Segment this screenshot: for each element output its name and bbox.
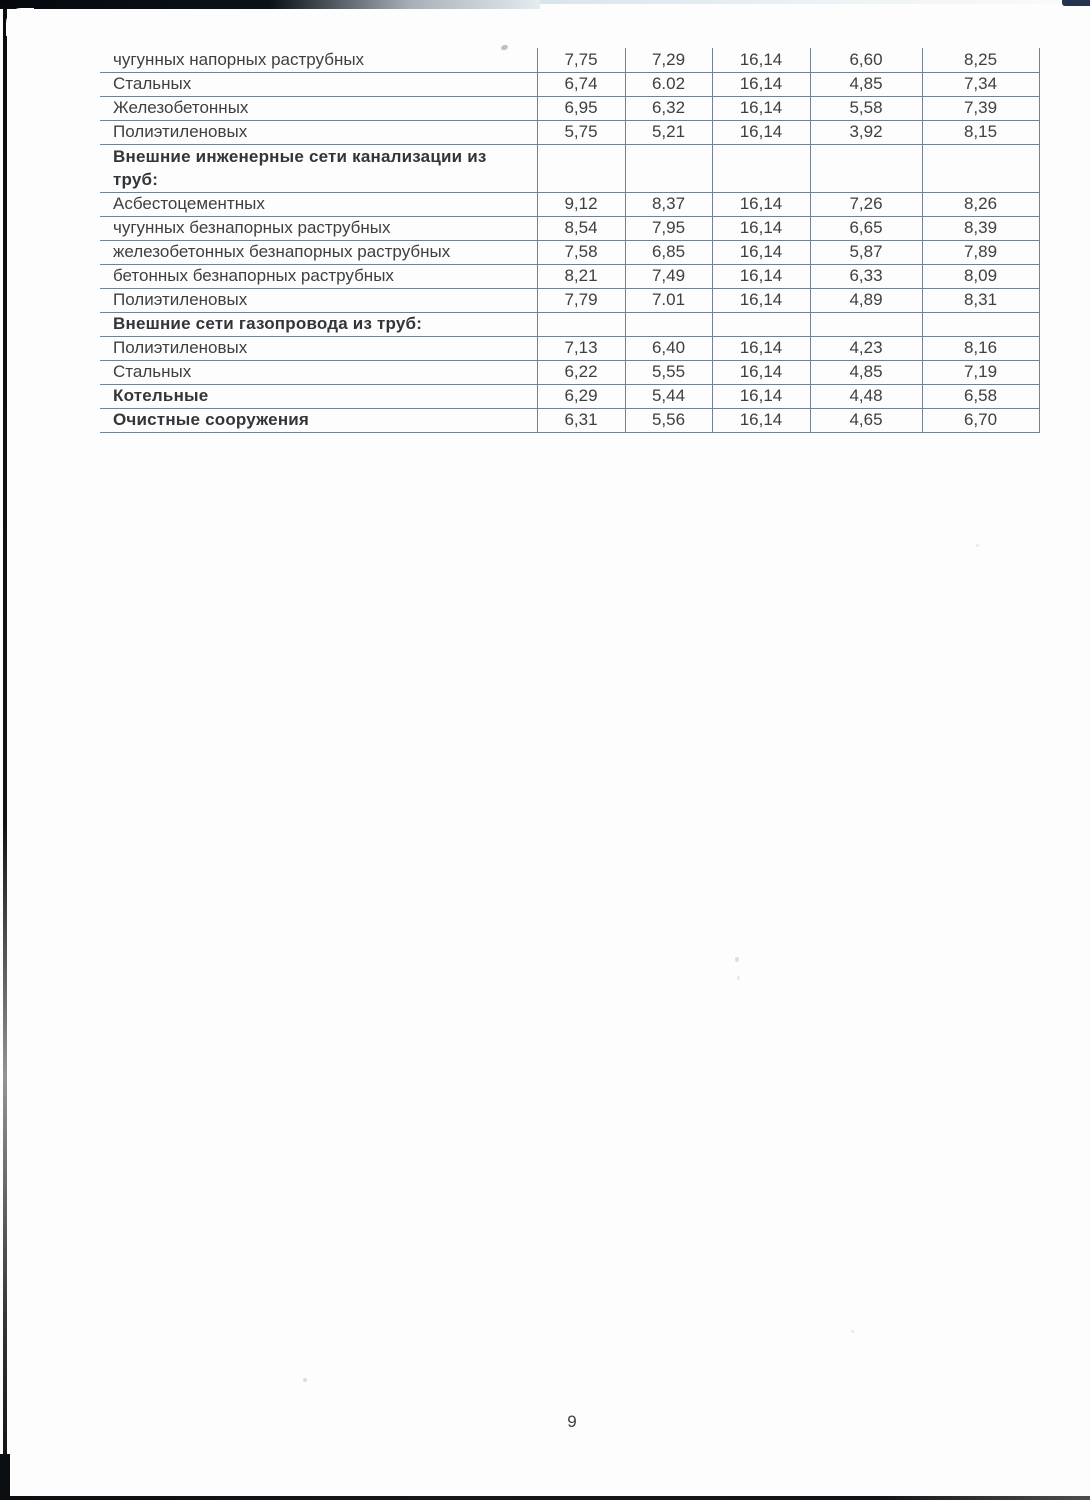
row-value: [537, 312, 625, 336]
row-value: 7,79: [537, 288, 625, 312]
row-value: [922, 312, 1039, 336]
row-value: 8,09: [922, 264, 1039, 288]
row-value: 6,22: [537, 360, 625, 384]
table-row: [100, 360, 1039, 384]
scan-edge-top-faint: [540, 0, 1060, 4]
row-value: 16,14: [712, 192, 810, 216]
row-value: 7,89: [922, 240, 1039, 264]
row-value: 7,26: [810, 192, 922, 216]
row-label: Полиэтиленовых: [100, 120, 537, 144]
row-value: 6,31: [537, 408, 625, 432]
row-value: 7,49: [625, 264, 712, 288]
row-value: 7,19: [922, 360, 1039, 384]
table-row: [100, 48, 1039, 72]
row-value: 6,65: [810, 216, 922, 240]
row-value: 16,14: [712, 384, 810, 408]
row-value: 5,21: [625, 120, 712, 144]
row-label: Внешние инженерные сети канализации из труб:: [100, 144, 537, 192]
scan-edge-top-right: [1062, 0, 1090, 6]
row-value: 6,32: [625, 96, 712, 120]
row-label: Полиэтиленовых: [100, 336, 537, 360]
row-value: 8,21: [537, 264, 625, 288]
row-value: 6,60: [810, 48, 922, 72]
row-label: железобетонных безнапорных раструбных: [100, 240, 537, 264]
row-value: 8,26: [922, 192, 1039, 216]
row-value: 6,29: [537, 384, 625, 408]
row-value: 16,14: [712, 264, 810, 288]
row-value: 7,39: [922, 96, 1039, 120]
row-value: 4,85: [810, 72, 922, 96]
row-value: 7,75: [537, 48, 625, 72]
table-row: [100, 336, 1039, 360]
row-value: 8,39: [922, 216, 1039, 240]
row-label: Железобетонных: [100, 96, 537, 120]
row-value: 7,29: [625, 48, 712, 72]
row-value: 16,14: [712, 96, 810, 120]
table-row: [100, 96, 1039, 120]
table-row: [100, 72, 1039, 96]
row-value: 6,33: [810, 264, 922, 288]
row-value: 7,95: [625, 216, 712, 240]
row-value: [625, 312, 712, 336]
row-value: [712, 312, 810, 336]
row-label: Асбестоцементных: [100, 192, 537, 216]
row-value: 7.01: [625, 288, 712, 312]
row-value: 5,56: [625, 408, 712, 432]
row-value: 16,14: [712, 216, 810, 240]
row-value: 4,85: [810, 360, 922, 384]
table-row: [100, 240, 1039, 264]
row-value: 8,16: [922, 336, 1039, 360]
row-value: 5,58: [810, 96, 922, 120]
table-row: [100, 120, 1039, 144]
scan-edge-bottom: [8, 1496, 1090, 1500]
row-value: 7,13: [537, 336, 625, 360]
row-value: 6,74: [537, 72, 625, 96]
row-value: 7,34: [922, 72, 1039, 96]
row-value: 16,14: [712, 48, 810, 72]
table-row: [100, 192, 1039, 216]
row-value: 16,14: [712, 336, 810, 360]
row-label: чугунных безнапорных раструбных: [100, 216, 537, 240]
row-value: 16,14: [712, 240, 810, 264]
table-row: [100, 384, 1039, 408]
row-label: чугунных напорных раструбных: [100, 48, 537, 72]
dust-speck: [976, 544, 979, 547]
row-value: 8,25: [922, 48, 1039, 72]
scan-edge-top: [0, 0, 540, 9]
scan-edge-bottom-left: [0, 1454, 10, 1500]
row-value: [810, 144, 922, 192]
scan-edge-left: [3, 6, 7, 1494]
row-value: 9,12: [537, 192, 625, 216]
row-value: 8,54: [537, 216, 625, 240]
row-value: 16,14: [712, 120, 810, 144]
table-row: [100, 312, 1039, 336]
row-value: 7,58: [537, 240, 625, 264]
row-value: 16,14: [712, 72, 810, 96]
page-rounded-corner: [6, 8, 34, 36]
dust-speck: [735, 957, 739, 962]
row-value: 6,40: [625, 336, 712, 360]
row-label: Внешние сети газопровода из труб:: [100, 312, 537, 336]
row-value: 6,70: [922, 408, 1039, 432]
row-value: 6.02: [625, 72, 712, 96]
row-label: бетонных безнапорных раструбных: [100, 264, 537, 288]
cost-table: [100, 48, 1040, 433]
cost-table-body: [100, 48, 1039, 432]
table-row: [100, 408, 1039, 432]
row-value: [625, 144, 712, 192]
table-row: [100, 216, 1039, 240]
row-value: 4,65: [810, 408, 922, 432]
row-value: [922, 144, 1039, 192]
row-value: 8,15: [922, 120, 1039, 144]
row-value: 5,75: [537, 120, 625, 144]
row-value: 16,14: [712, 408, 810, 432]
page-number: 9: [567, 1412, 577, 1431]
row-value: 4,23: [810, 336, 922, 360]
dust-speck: [303, 1378, 307, 1382]
table-row: [100, 288, 1039, 312]
row-label: Стальных: [100, 72, 537, 96]
table-row: [100, 264, 1039, 288]
dust-speck: [851, 1330, 854, 1333]
row-value: [810, 312, 922, 336]
row-label: Очистные сооружения: [100, 408, 537, 432]
row-value: 5,87: [810, 240, 922, 264]
row-value: 4,89: [810, 288, 922, 312]
row-value: 8,31: [922, 288, 1039, 312]
row-value: 4,48: [810, 384, 922, 408]
row-label: Котельные: [100, 384, 537, 408]
row-value: 5,55: [625, 360, 712, 384]
row-value: 5,44: [625, 384, 712, 408]
row-value: 6,95: [537, 96, 625, 120]
row-value: 16,14: [712, 288, 810, 312]
dust-speck: [737, 976, 740, 980]
row-value: [712, 144, 810, 192]
row-label: Полиэтиленовых: [100, 288, 537, 312]
row-value: 8,37: [625, 192, 712, 216]
row-value: 6,58: [922, 384, 1039, 408]
row-label: Стальных: [100, 360, 537, 384]
row-value: 16,14: [712, 360, 810, 384]
row-value: 6,85: [625, 240, 712, 264]
row-value: [537, 144, 625, 192]
table-row: [100, 144, 1039, 192]
row-value: 3,92: [810, 120, 922, 144]
